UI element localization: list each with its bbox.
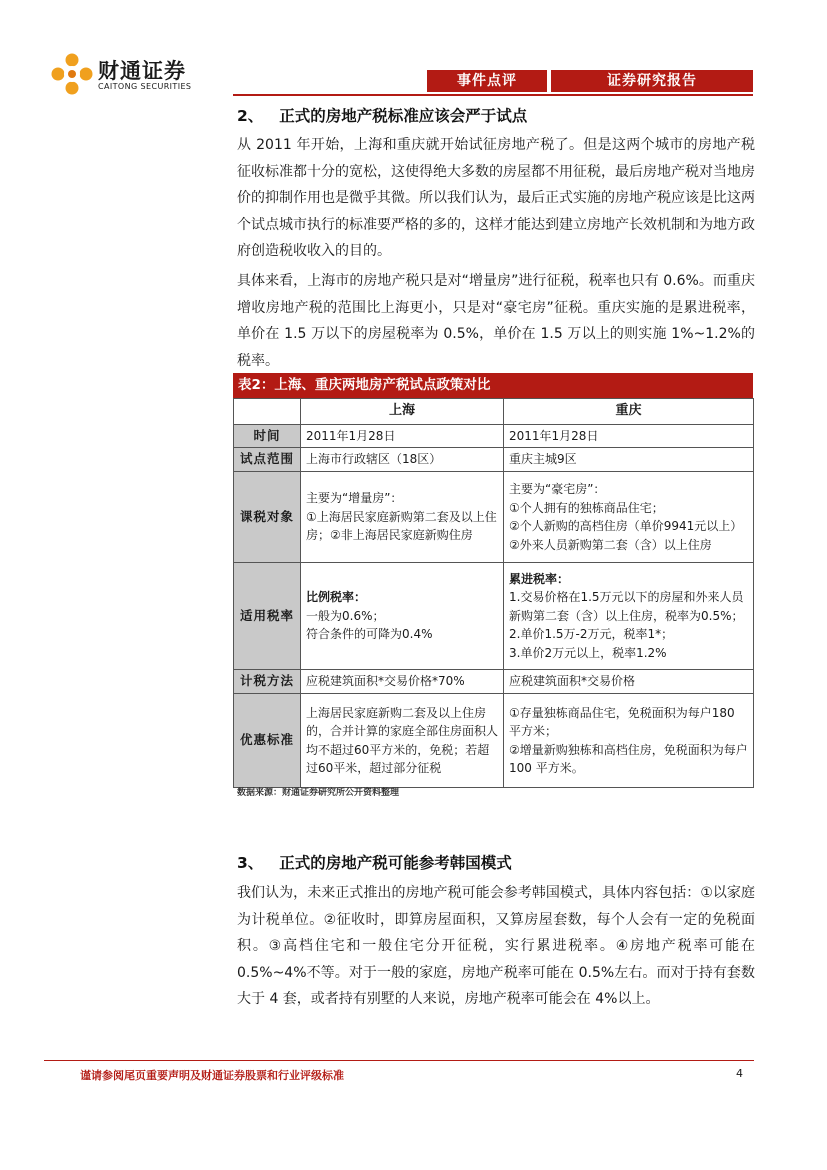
row-label-time: 时间 — [234, 425, 301, 448]
logo-english-name: CAITONG SECURITIES — [98, 82, 192, 91]
relief-chongqing-line: ②增量新购独栋和高档住房，免税面积为每户100 平方米。 — [509, 742, 748, 775]
tax-rate-shanghai-heading: 比例税率： — [306, 590, 367, 605]
caitong-logo — [50, 52, 230, 96]
cell-scope-chongqing: 重庆主城9区 — [504, 448, 754, 472]
tax-object-shanghai-line: 主要为“增量房”： — [306, 491, 403, 506]
cell-tax-object-shanghai — [301, 472, 504, 563]
tax-rate-chongqing-line: 1.交易价格在1.5万元以下的房屋和外来人员新购第二套（含）以上住房，税率为0.5%； — [509, 590, 744, 623]
page-number: 4 — [736, 1067, 743, 1080]
column-header-chongqing: 重庆 — [504, 399, 754, 425]
cell-calc-method-chongqing: 应税建筑面积*交易价格 — [504, 670, 754, 694]
cell-relief-shanghai: 上海居民家庭新购二套及以上住房的，合并计算的家庭全部住房面积人均不超过60平方米的，免税；若超过60平米，超过部分征税 — [301, 694, 504, 788]
row-label-tax-rate: 适用税率 — [234, 563, 301, 670]
table-header-row — [234, 399, 754, 425]
footer-divider — [44, 1060, 754, 1061]
cell-tax-rate-chongqing — [504, 563, 754, 670]
cell-time-shanghai: 2011年1月28日 — [301, 425, 504, 448]
tax-rate-chongqing-line: 3.单价2万元以上，税率1.2% — [509, 645, 667, 660]
tax-rate-shanghai-line: 符合条件的可降为0.4% — [306, 627, 433, 642]
tax-object-chongqing-line: 主要为“豪宅房”： — [509, 482, 606, 496]
footer-disclaimer: 谨请参阅尾页重要声明及财通证券股票和行业评级标准 — [80, 1069, 344, 1082]
section-3-number: 3、 — [237, 854, 264, 872]
table-row-relief — [234, 694, 754, 788]
cell-time-chongqing: 2011年1月28日 — [504, 425, 754, 448]
caitong-logo-mark — [50, 52, 94, 96]
table-source-note: 数据来源：财通证券研究所公开资料整理 — [237, 788, 400, 798]
cell-tax-rate-shanghai — [301, 563, 504, 670]
header-tag-research-report: 证券研究报告 — [551, 70, 753, 92]
header-divider — [233, 94, 753, 96]
section-3-paragraph: 我们认为，未来正式推出的房地产税可能会参考韩国模式，具体内容包括：①以家庭为计税单位。②征收时，即算房屋面积，又算房屋套数，每个人会有一定的免税面积。③高档住宅和一般住宅分开征税，实行累进税率。④房地产税率可能在 0.5%~4%不等。对于一般的家庭，房地产税率可能在 0.5%左右。而对于持有套数大于 4 套，或者持有别墅的人来说，房地产税率可能会在 4%以上。 — [237, 885, 755, 1007]
row-label-tax-object: 课税对象 — [234, 472, 301, 563]
section-3-title: 正式的房地产税可能参考韩国模式 — [279, 854, 512, 872]
logo-chinese-name: 财通证券 — [98, 59, 186, 83]
table-row-calc-method — [234, 670, 754, 694]
section-2-number: 2、 — [237, 107, 264, 125]
cell-tax-object-chongqing — [504, 472, 754, 563]
section-2-paragraph-1: 从 2011 年开始，上海和重庆就开始试征房地产税了。但是这两个城市的房地产税征收标准都十分的宽松，这使得绝大多数的房屋都不用征税，最后房地产税对当地房价的抑制作用也是微乎其微。所以我们认为，最后正式实施的房地产税应该是比这两个试点城市执行的标准要严格的多的，这样才能达到建立房地产长效机制和为地方政府创造税收收入的目的。 — [237, 137, 755, 259]
row-label-relief: 优惠标准 — [234, 694, 301, 788]
table-corner-cell — [234, 399, 301, 425]
table-row-tax-rate — [234, 563, 754, 670]
policy-comparison-table — [233, 398, 754, 788]
tax-rate-shanghai-line: 一般为0.6%； — [306, 608, 385, 623]
section-2-heading — [237, 104, 527, 126]
table-row-tax-object — [234, 472, 754, 563]
section-2-paragraph-2: 具体来看，上海市的房地产税只是对“增量房”进行征税，税率也只有 0.6%。而重庆增收房地产税的范围比上海更小，只是对“豪宅房”征税。重庆实施的是累进税率，单价在 1.5 万以下的房屋税率为 0.5%，单价在 1.5 万以上的则实施 1%~1.2%的税率。 — [237, 273, 755, 369]
tax-object-chongqing-line: ②个人新购的高档住房（单价9941元以上） — [509, 519, 743, 533]
cell-relief-chongqing — [504, 694, 754, 788]
header-tag-event-review: 事件点评 — [427, 70, 547, 92]
table-row-scope — [234, 448, 754, 472]
tax-object-shanghai-line: ①上海居民家庭新购第二套及以上住房；②非上海居民家庭新购住房 — [306, 509, 497, 543]
row-label-calc-method: 计税方法 — [234, 670, 301, 694]
tax-rate-chongqing-line: 2.单价1.5万-2万元，税率1*； — [509, 627, 674, 642]
tax-object-chongqing-line: ①个人拥有的独栋商品住宅； — [509, 500, 664, 515]
tax-object-chongqing-line: ②外来人员新购第二套（含）以上住房 — [509, 537, 712, 552]
section-2-title: 正式的房地产税标准应该会严于试点 — [279, 107, 528, 125]
cell-calc-method-shanghai: 应税建筑面积*交易价格*70% — [301, 670, 504, 694]
tax-rate-chongqing-heading: 累进税率： — [509, 571, 570, 586]
relief-chongqing-line: ①存量独栋商品住宅，免税面积为每户180 平方米； — [509, 705, 735, 738]
column-header-shanghai: 上海 — [301, 399, 504, 425]
section-3-heading — [237, 851, 512, 873]
cell-scope-shanghai: 上海市行政辖区（18区） — [301, 448, 504, 472]
row-label-scope: 试点范围 — [234, 448, 301, 472]
table-row-time — [234, 425, 754, 448]
table-title: 表2：上海、重庆两地房产税试点政策对比 — [233, 373, 753, 398]
